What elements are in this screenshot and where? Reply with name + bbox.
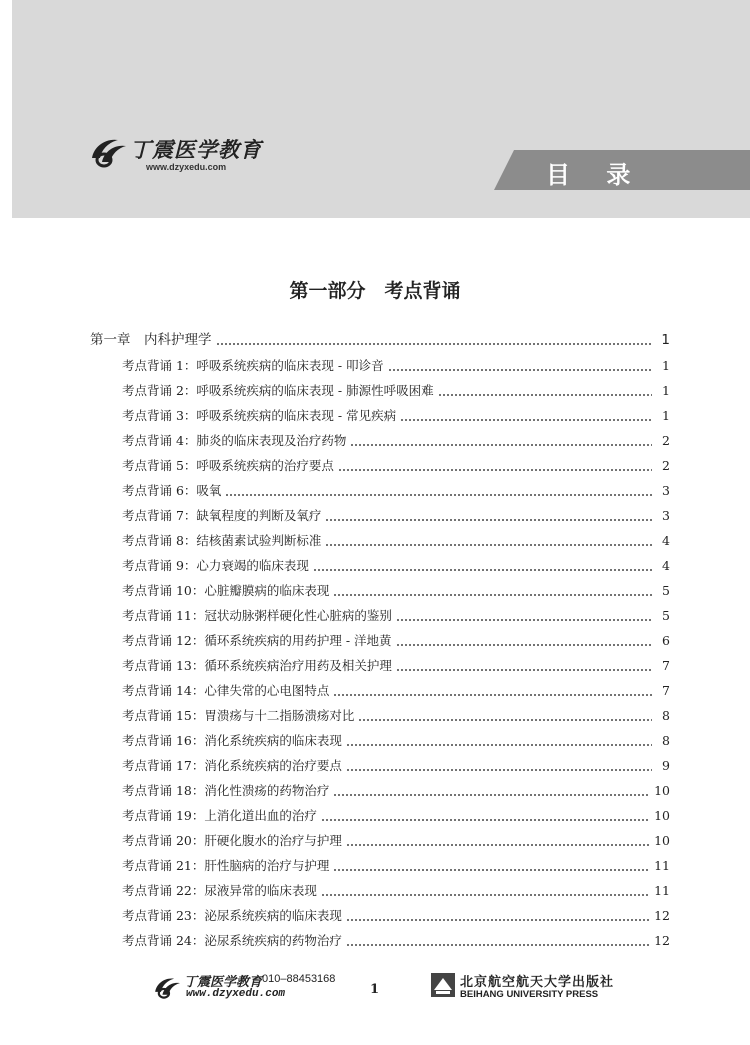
toc-item-label: 考点背诵 3：呼吸系统疾病的临床表现 - 常见疾病	[122, 408, 397, 423]
toc-leader-dots	[396, 669, 652, 671]
toc-item-label: 考点背诵 7：缺氧程度的判断及氧疗	[122, 508, 322, 523]
toc-leader-dots	[346, 769, 652, 771]
toc-item-label: 考点背诵 12：循环系统疾病的用药护理 - 洋地黄	[122, 633, 392, 648]
toc-item-page: 10	[654, 783, 670, 798]
toc-item[interactable]	[122, 806, 670, 826]
toc-item[interactable]	[122, 531, 670, 551]
toc-item-page: 4	[662, 558, 670, 573]
toc-leader-dots	[358, 719, 652, 721]
toc-leader-dots	[321, 819, 650, 821]
toc-item[interactable]	[122, 881, 670, 901]
toc-item[interactable]	[122, 456, 670, 476]
toc-item[interactable]	[122, 681, 670, 701]
toc-leader-dots	[388, 369, 652, 371]
footer-brand-logo-icon	[152, 970, 186, 1002]
toc-leader-dots	[333, 869, 650, 871]
toc-leader-dots	[350, 444, 652, 446]
toc-leader-dots	[396, 619, 652, 621]
toc-item-label: 考点背诵 20：肝硬化腹水的治疗与护理	[122, 833, 342, 848]
toc-leader-dots	[438, 394, 652, 396]
footer-phone: 010–88453168	[262, 973, 336, 985]
toc-item-page: 11	[654, 883, 670, 898]
toc-item-label: 考点背诵 9：心力衰竭的临床表现	[122, 558, 309, 573]
footer-brand-name: 丁震医学教育	[184, 975, 263, 990]
toc-item-label: 考点背诵 4：肺炎的临床表现及治疗药物	[122, 433, 347, 448]
toc-item-page: 9	[662, 758, 670, 773]
toc-item[interactable]	[122, 756, 670, 776]
toc-item[interactable]	[122, 656, 670, 676]
toc-item-page: 11	[654, 858, 670, 873]
toc-item[interactable]	[122, 731, 670, 751]
toc-leader-dots	[346, 844, 650, 846]
toc-item-label: 考点背诵 5：呼吸系统疾病的治疗要点	[122, 458, 334, 473]
toc-item-label: 考点背诵 11：冠状动脉粥样硬化性心脏病的鉴别	[122, 608, 392, 623]
toc-item[interactable]	[122, 406, 670, 426]
toc-item[interactable]	[122, 831, 670, 851]
toc-item[interactable]	[122, 581, 670, 601]
toc-item-label: 考点背诵 15：胃溃疡与十二指肠溃疡对比	[122, 708, 355, 723]
toc-item[interactable]	[122, 506, 670, 526]
toc-item-page: 2	[662, 433, 670, 448]
toc-item-page: 5	[662, 583, 670, 598]
toc-item-page: 12	[654, 933, 670, 948]
toc-item-page: 2	[662, 458, 670, 473]
toc-item[interactable]	[122, 631, 670, 651]
publisher-logo-icon	[430, 972, 456, 998]
page-title: 目 录	[546, 161, 645, 189]
toc-item-page: 7	[662, 658, 670, 673]
toc-leader-dots	[321, 894, 650, 896]
toc-leader-dots	[325, 519, 652, 521]
toc-leader-dots	[333, 694, 652, 696]
toc-item-label: 考点背诵 17：消化系统疾病的治疗要点	[122, 758, 342, 773]
toc-item-label: 考点背诵 22：尿液异常的临床表现	[122, 883, 317, 898]
publisher-name-cn: 北京航空航天大学出版社	[460, 975, 615, 990]
brand-logo-icon	[88, 128, 134, 172]
toc-item-page: 4	[662, 533, 670, 548]
toc-item-page: 6	[662, 633, 670, 648]
title-tab	[494, 150, 750, 190]
toc-item-label: 考点背诵 10：心脏瓣膜病的临床表现	[122, 583, 330, 598]
toc-item-page: 1	[662, 408, 670, 423]
footer	[0, 968, 750, 1008]
toc-item-label: 考点背诵 14：心律失常的心电图特点	[122, 683, 330, 698]
toc-item[interactable]	[122, 556, 670, 576]
toc-item-label: 考点背诵 8：结核菌素试验判断标准	[122, 533, 322, 548]
toc-item-label: 考点背诵 24：泌尿系统疾病的药物治疗	[122, 933, 342, 948]
toc-chapter-page: 1	[661, 332, 670, 348]
toc-leader-dots	[313, 569, 652, 571]
toc-item[interactable]	[122, 781, 670, 801]
toc-chapter-label: 第一章 内科护理学	[90, 332, 212, 348]
toc-item-page: 8	[662, 708, 670, 723]
toc-item[interactable]	[122, 706, 670, 726]
toc-item-label: 考点背诵 23：泌尿系统疾病的临床表现	[122, 908, 342, 923]
toc-leader-dots	[225, 494, 652, 496]
toc-item-page: 1	[662, 383, 670, 398]
publisher-name-en: BEIHANG UNIVERSITY PRESS	[460, 989, 599, 1000]
toc-leader-dots	[346, 944, 650, 946]
brand-name: 丁震医学教育	[130, 137, 262, 162]
brand-logo	[88, 128, 278, 178]
toc-leader-dots	[400, 419, 652, 421]
toc-item-page: 10	[654, 833, 670, 848]
toc-item-label: 考点背诵 16：消化系统疾病的临床表现	[122, 733, 342, 748]
toc-item-page: 3	[662, 508, 670, 523]
toc-item-label: 考点背诵 2：呼吸系统疾病的临床表现 - 肺源性呼吸困难	[122, 383, 434, 398]
toc-item-label: 考点背诵 6：吸氧	[122, 483, 222, 498]
toc-item-label: 考点背诵 21：肝性脑病的治疗与护理	[122, 858, 330, 873]
toc-item-page: 8	[662, 733, 670, 748]
brand-url: www.dzyxedu.com	[146, 162, 227, 172]
toc-item-page: 10	[654, 808, 670, 823]
toc-item-page: 7	[662, 683, 670, 698]
toc-item[interactable]	[122, 356, 670, 376]
toc-item[interactable]	[122, 856, 670, 876]
toc-item-label: 考点背诵 19：上消化道出血的治疗	[122, 808, 317, 823]
toc-leader-dots	[216, 343, 653, 345]
toc-item-label: 考点背诵 18：消化性溃疡的药物治疗	[122, 783, 330, 798]
toc-item[interactable]	[122, 931, 670, 951]
toc-leader-dots	[396, 644, 652, 646]
toc-leader-dots	[333, 594, 652, 596]
page-number: 1	[370, 982, 380, 997]
toc-item[interactable]	[122, 481, 670, 501]
toc-item-label: 考点背诵 13：循环系统疾病治疗用药及相关护理	[122, 658, 392, 673]
toc-item-label: 考点背诵 1：呼吸系统疾病的临床表现 - 叩诊音	[122, 358, 384, 373]
toc-item-page: 12	[654, 908, 670, 923]
toc-item[interactable]	[122, 606, 670, 626]
toc-item-page: 1	[662, 358, 670, 373]
toc-item-page: 3	[662, 483, 670, 498]
toc-item[interactable]	[122, 906, 670, 926]
toc-chapter[interactable]	[90, 330, 670, 350]
part-title: 第一部分 考点背诵	[289, 280, 461, 302]
toc-leader-dots	[333, 794, 650, 796]
toc-leader-dots	[346, 744, 652, 746]
toc-item[interactable]	[122, 381, 670, 401]
toc-leader-dots	[346, 919, 650, 921]
toc-leader-dots	[338, 469, 652, 471]
footer-url[interactable]: www.dzyxedu.com	[186, 988, 286, 1000]
toc-leader-dots	[325, 544, 652, 546]
toc-item-page: 5	[662, 608, 670, 623]
toc-item[interactable]	[122, 431, 670, 451]
